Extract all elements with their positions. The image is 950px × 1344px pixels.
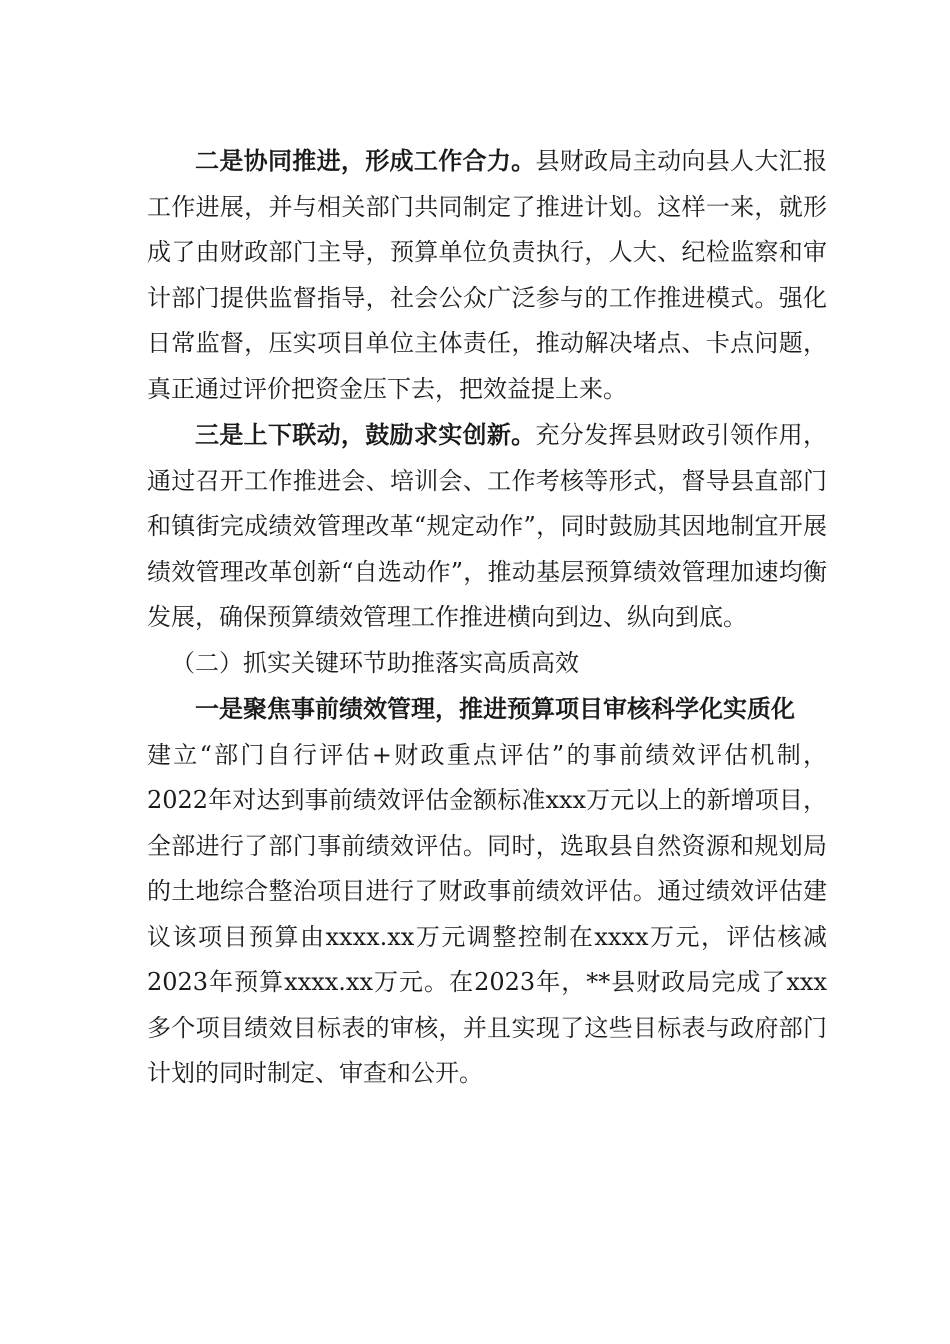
section-heading: （二）抓实关键环节助推落实高质高效 bbox=[171, 648, 579, 677]
paragraph-linkage bbox=[147, 412, 827, 641]
paragraph-lead: 二是协同推进，形成工作合力。 bbox=[195, 146, 536, 175]
paragraph-pre-assessment bbox=[147, 686, 827, 1097]
paragraph-text: 充分发挥县财政引领作用，通过召开工作推进会、培训会、工作考核等形式，督导县直部门和镇街完成绩效管理改革“规定动作”，同时鼓励其因地制宜开展绩效管理改革创新“自选动作”，推动基层预算绩效管理加速均衡发展，确保预算绩效管理工作推进横向到边、纵向到底。 bbox=[147, 421, 828, 631]
paragraph-lead: 三是上下联动，鼓励求实创新。 bbox=[195, 420, 536, 449]
paragraph-lead: 一是聚焦事前绩效管理，推进预算项目审核科学化实质化 bbox=[195, 694, 795, 723]
paragraph-coordination bbox=[147, 138, 827, 412]
paragraph-text: 县财政局主动向县人大汇报工作进展，并与相关部门共同制定了推进计划。这样一来，就形成了由财政部门主导，预算单位负责执行，人大、纪检监察和审计部门提供监督指导，社会公众广泛参与的工作推进模式。强化日常监督，压实项目单位主体责任，推动解决堵点、卡点问题，真正通过评价把资金压下去，把效益提上来。 bbox=[147, 147, 828, 403]
paragraph-text: 建立“部门自行评估+财政重点评估”的事前绩效评估机制，2022年对达到事前绩效评估金额标准xxx万元以上的新增项目，全部进行了部门事前绩效评估。同时，选取县自然资源和规划局的土地综合整治项目进行了财政事前绩效评估。通过绩效评估建议该项目预算由xxxx.xx万元调整控制在xxxx万元，评估核减2023年预算xxxx.xx万元。在2023年，**县财政局完成了xxx多个项目绩效目标表的审核，并且实现了这些目标表与政府部门计划的同时制定、审查和公开。 bbox=[147, 740, 827, 1087]
document-body bbox=[147, 138, 827, 1097]
